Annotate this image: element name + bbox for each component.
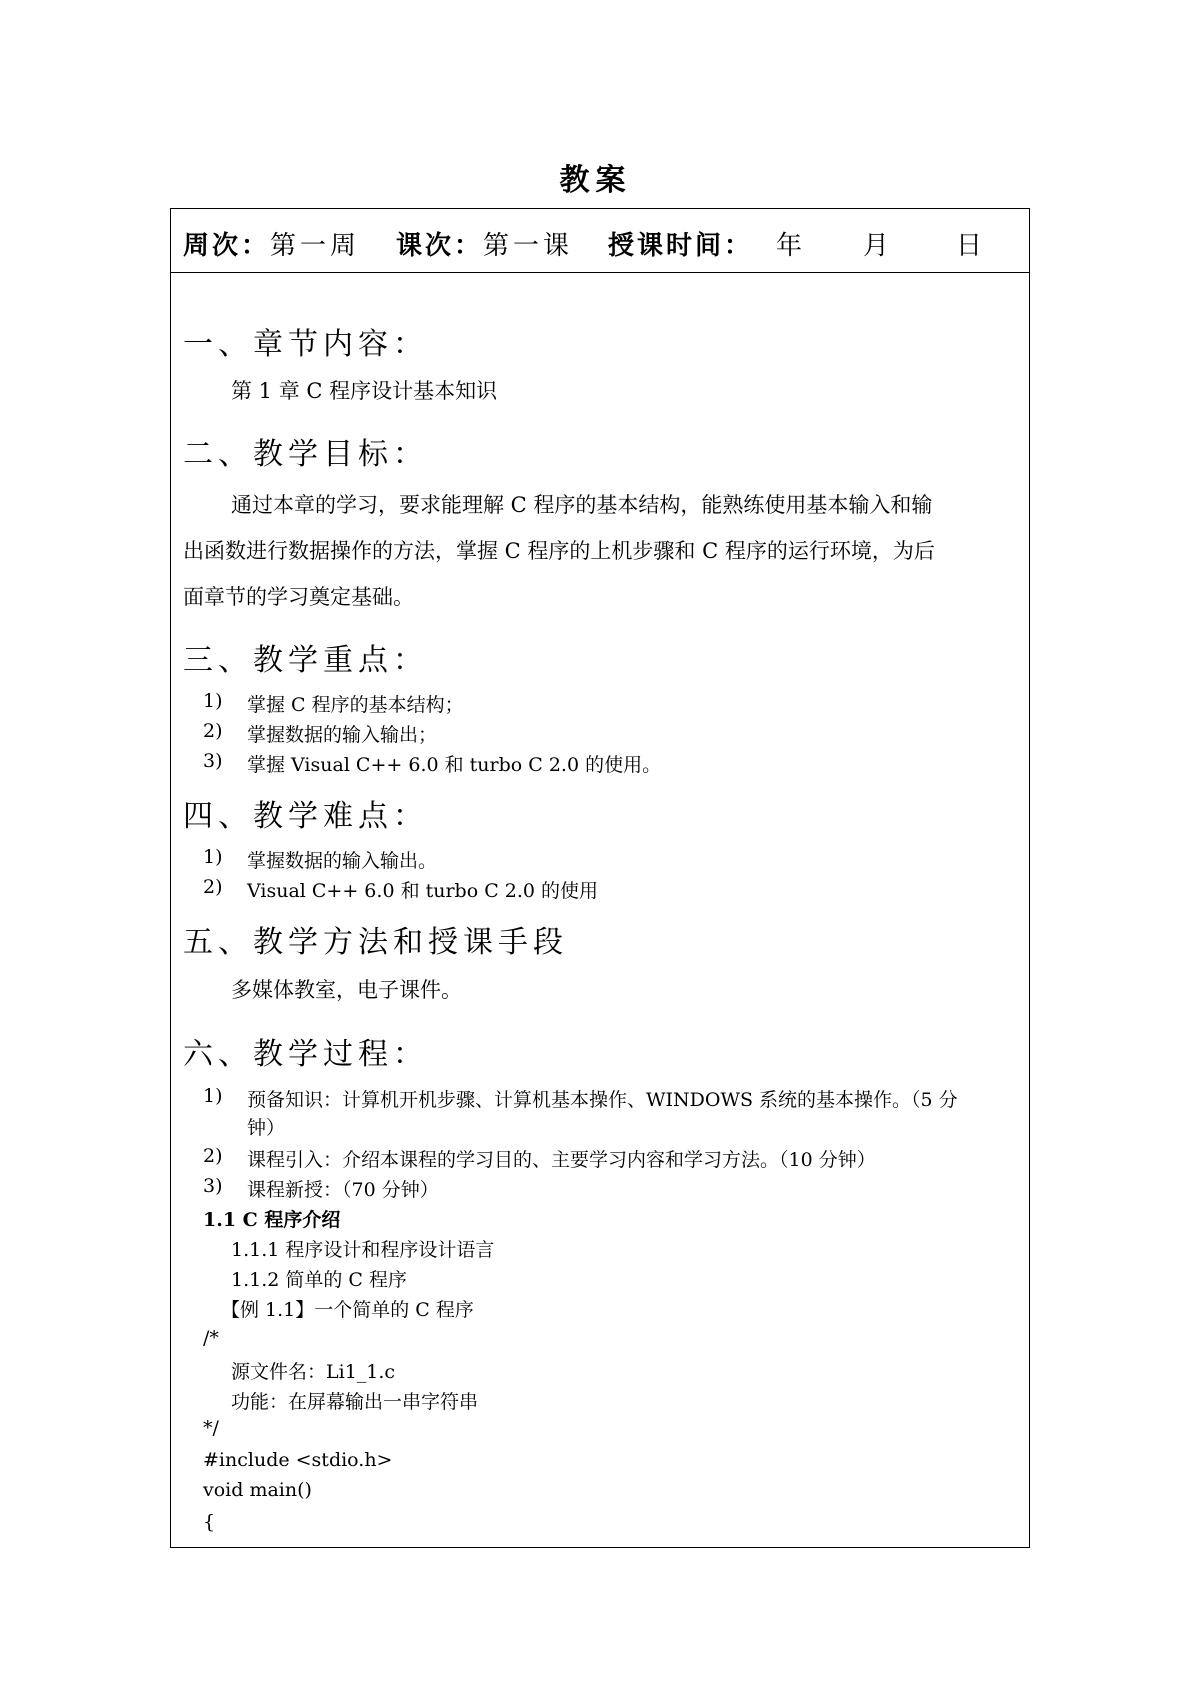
header-row [171,209,1029,273]
code-line: 源文件名：Li1_1.c [231,1361,396,1383]
section-5-heading: 五、教学方法和授课手段 [183,925,568,960]
difficulty-item: Visual C++ 6.0 和 turbo C 2.0 的使用 [247,880,599,902]
list-number: 1) [203,690,223,712]
week-field [183,225,360,262]
week-label: 周次： [183,231,271,261]
section-2-heading: 二、教学目标： [183,437,428,472]
subsection-item: 1.1.2 简单的 C 程序 [231,1269,408,1291]
section-6-heading: 六、教学过程： [183,1037,428,1072]
chapter-content: 第 1 章 C 程序设计基本知识 [231,379,498,403]
objective-line: 出函数进行数据操作的方法，掌握 C 程序的上机步骤和 C 程序的运行环境，为后 [183,539,935,563]
code-line: 功能：在屏幕输出一串字符串 [231,1391,479,1413]
lesson-value: 第一课 [483,231,574,261]
section-1-heading: 一、章节内容： [183,327,428,362]
key-point-item: 掌握 C 程序的基本结构； [247,694,464,716]
lesson-plan-table [170,208,1030,1548]
week-value: 第一周 [270,231,361,261]
subsection-item: 1.1.1 程序设计和程序设计语言 [231,1239,495,1261]
key-point-item: 掌握数据的输入输出； [247,724,438,746]
year-label: 年 [776,231,803,261]
list-number: 2) [203,1145,223,1167]
process-item-continuation: 钟） [247,1117,286,1139]
list-number: 3) [203,750,223,772]
time-field [608,225,753,262]
time-label: 授课时间： [608,231,754,261]
code-line: */ [203,1417,219,1439]
list-number: 2) [203,876,223,898]
process-item: 课程引入：介绍本课程的学习目的、主要学习内容和学习方法。（10 分钟） [247,1149,876,1171]
code-line: void main() [203,1479,312,1501]
example-title: 【例 1.1】一个简单的 C 程序 [221,1299,474,1321]
document-title: 教案 [559,163,632,198]
subsection-heading: 1.1 C 程序介绍 [203,1209,341,1231]
process-item: 预备知识：计算机开机步骤、计算机基本操作、WINDOWS 系统的基本操作。（5 分 [247,1089,958,1111]
code-line: /* [203,1327,219,1349]
code-line: { [203,1511,216,1533]
section-3-heading: 三、教学重点： [183,643,428,678]
month-label: 月 [863,231,890,261]
objective-line: 面章节的学习奠定基础。 [183,585,414,609]
lesson-field [396,225,573,262]
difficulty-item: 掌握数据的输入输出。 [247,850,438,872]
process-item: 课程新授：（70 分钟） [247,1179,439,1201]
code-line: #include <stdio.h> [203,1449,393,1471]
list-number: 1) [203,1085,223,1107]
list-number: 2) [203,720,223,742]
day-label: 日 [956,231,983,261]
section-4-heading: 四、教学难点： [183,799,428,834]
list-number: 1) [203,846,223,868]
lesson-label: 课次： [396,231,484,261]
list-number: 3) [203,1175,223,1197]
teaching-method: 多媒体教室，电子课件。 [231,978,462,1002]
key-point-item: 掌握 Visual C++ 6.0 和 turbo C 2.0 的使用。 [247,754,662,776]
objective-line: 通过本章的学习，要求能理解 C 程序的基本结构，能熟练使用基本输入和输 [231,493,933,517]
